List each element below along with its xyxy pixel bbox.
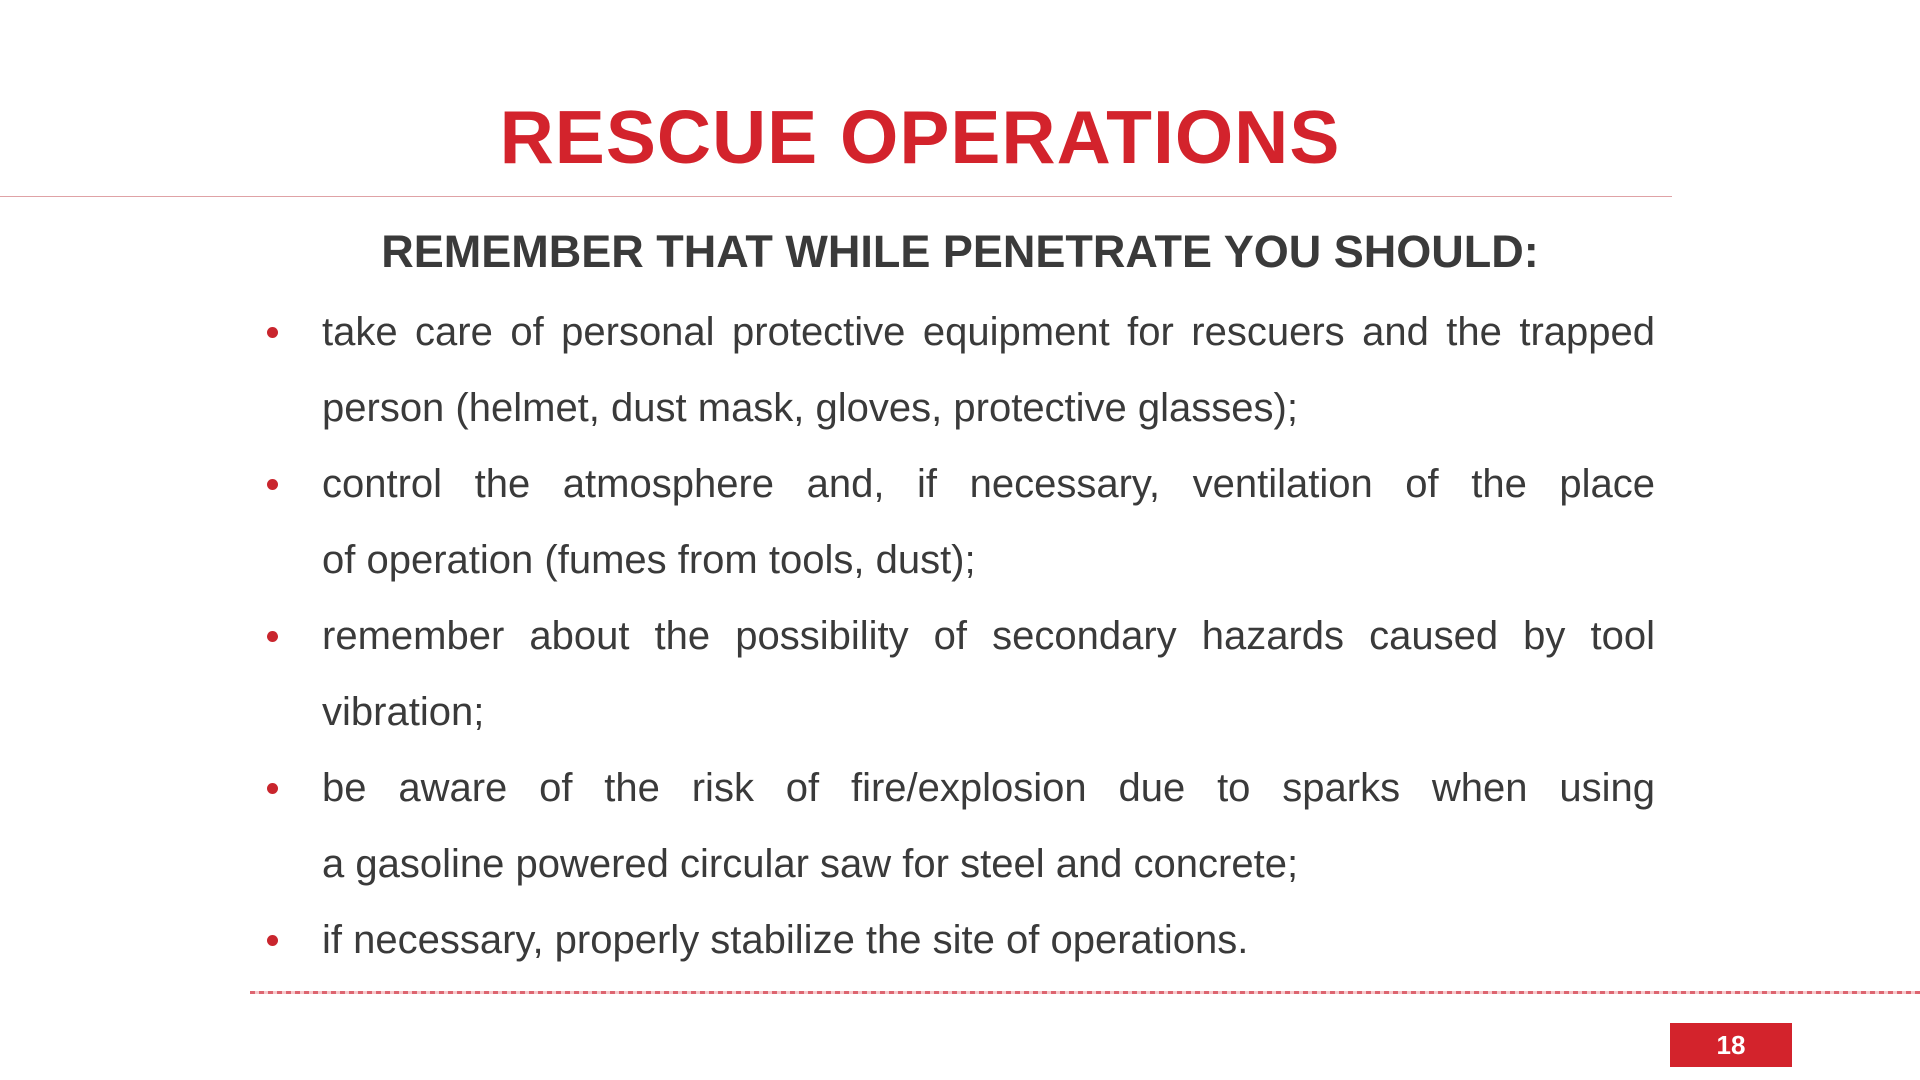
bullet-item (265, 750, 1655, 902)
bullet-line: of operation (fumes from tools, dust); (322, 538, 976, 582)
bullet-item (265, 294, 1655, 446)
title-divider-line (0, 196, 1672, 197)
bullet-line: remember about the possibility of secondary hazards caused by tool (322, 614, 1655, 658)
bullet-dot-icon (267, 783, 278, 794)
bullet-item (265, 902, 1655, 978)
bullet-text (322, 294, 1655, 446)
bullet-dot-icon (267, 327, 278, 338)
bullet-line: take care of personal protective equipment for rescuers and the trapped (322, 310, 1655, 354)
bullet-line: vibration; (322, 690, 485, 734)
bullet-item (265, 598, 1655, 750)
slide-subtitle: REMEMBER THAT WHILE PENETRATE YOU SHOULD: (381, 226, 1539, 277)
bullet-dot-icon (267, 631, 278, 642)
bullet-text (322, 902, 1655, 978)
bullet-line: person (helmet, dust mask, gloves, protective glasses); (322, 386, 1298, 430)
bullet-item (265, 446, 1655, 598)
bullet-list (265, 294, 1655, 978)
bullet-dot-icon (267, 935, 278, 946)
page-number-badge: 18 (1670, 1023, 1792, 1067)
bullet-dot-icon (267, 479, 278, 490)
bullet-line: be aware of the risk of fire/explosion due to sparks when using (322, 766, 1655, 810)
bullet-text (322, 446, 1655, 598)
bullet-line: control the atmosphere and, if necessary, ventilation of the place (322, 462, 1655, 506)
slide-title: RESCUE OPERATIONS (499, 95, 1341, 179)
bullet-line: a gasoline powered circular saw for steel and concrete; (322, 842, 1299, 886)
bullet-text (322, 598, 1655, 750)
bullet-line: if necessary, properly stabilize the site of operations. (322, 918, 1249, 962)
footer-dotted-line (250, 991, 1920, 994)
bullet-text (322, 750, 1655, 902)
